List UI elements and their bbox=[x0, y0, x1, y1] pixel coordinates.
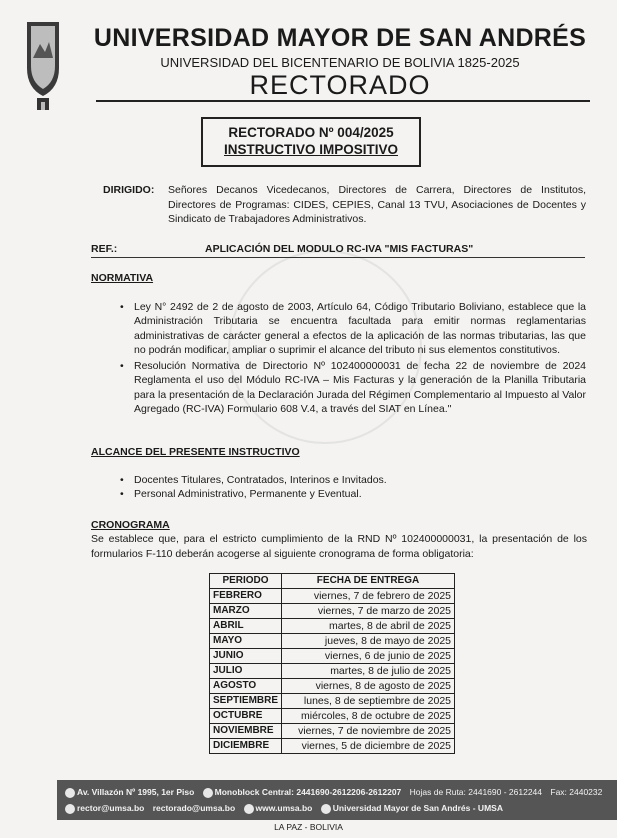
period-cell: OCTUBRE bbox=[210, 709, 282, 724]
date-cell: viernes, 8 de agosto de 2025 bbox=[282, 679, 455, 694]
normativa-item: • Ley N° 2492 de 2 de agosto de 2003, Artículo 64, Código Tributario Boliviano, establece que la Administración Tributaria se encuentra facultada para emitir normas reglamentarias administrativas de carácter general a efectos de la aplicación de las normas tributarias, las que no podrán modificar, ampliar o suprimir el alcance del tributo ni sus elementos constitutivos. bbox=[120, 300, 586, 357]
dirigido-label: DIRIGIDO: bbox=[103, 184, 155, 196]
facebook-icon bbox=[321, 804, 331, 814]
date-cell: miércoles, 8 de octubre de 2025 bbox=[282, 709, 455, 724]
table-row bbox=[210, 679, 455, 694]
period-cell: NOVIEMBRE bbox=[210, 724, 282, 739]
date-cell: martes, 8 de abril de 2025 bbox=[282, 619, 455, 634]
footer-hojas: Hojas de Ruta: 2441690 - 2612244 bbox=[409, 787, 542, 797]
date-cell: martes, 8 de julio de 2025 bbox=[282, 664, 455, 679]
footer-address: Av. Villazón Nº 1995, 1er Piso bbox=[77, 787, 195, 797]
date-cell: viernes, 6 de junio de 2025 bbox=[282, 649, 455, 664]
table-row bbox=[210, 724, 455, 739]
table-row bbox=[210, 604, 455, 619]
office-title: RECTORADO bbox=[249, 70, 431, 100]
table-row bbox=[210, 649, 455, 664]
table-row bbox=[210, 739, 455, 754]
date-cell: lunes, 8 de septiembre de 2025 bbox=[282, 694, 455, 709]
resolution-number: RECTORADO Nº 004/2025 bbox=[228, 125, 394, 140]
period-cell: JUNIO bbox=[210, 649, 282, 664]
cronograma-heading: CRONOGRAMA bbox=[91, 519, 170, 531]
schedule-table bbox=[209, 573, 455, 754]
ref-label: REF.: bbox=[91, 243, 118, 255]
date-cell: viernes, 7 de febrero de 2025 bbox=[282, 589, 455, 604]
ref-text: APLICACIÓN DEL MODULO RC-IVA "MIS FACTURAS" bbox=[205, 243, 474, 255]
institution-title: UNIVERSIDAD MAYOR DE SAN ANDRÉS bbox=[93, 24, 587, 52]
institution-subtitle: UNIVERSIDAD DEL BICENTENARIO DE BOLIVIA 1825-2025 bbox=[160, 55, 520, 70]
location-icon bbox=[65, 788, 75, 798]
footer-city: LA PAZ - BOLIVIA bbox=[274, 822, 343, 832]
footer-facebook[interactable]: Universidad Mayor de San Andrés - UMSA bbox=[332, 803, 503, 813]
footer-email1[interactable]: rector@umsa.bo bbox=[77, 803, 145, 813]
footer-central: Monoblock Central: 2441690-2612206-2612207 bbox=[214, 787, 402, 797]
university-crest-logo bbox=[22, 18, 64, 114]
period-cell: MAYO bbox=[210, 634, 282, 649]
period-cell: AGOSTO bbox=[210, 679, 282, 694]
period-cell: MARZO bbox=[210, 604, 282, 619]
table-row bbox=[210, 634, 455, 649]
date-cell: viernes, 5 de diciembre de 2025 bbox=[282, 739, 455, 754]
period-header: PERIODO bbox=[210, 574, 282, 589]
web-icon bbox=[244, 804, 254, 814]
period-cell: ABRIL bbox=[210, 619, 282, 634]
header-divider bbox=[96, 100, 590, 102]
alcance-item: • Docentes Titulares, Contratados, Interinos e Invitados. bbox=[120, 473, 586, 487]
alcance-list bbox=[120, 473, 586, 502]
normativa-item: • Resolución Normativa de Directorio Nº 102400000031 de fecha 22 de noviembre de 2024 Reglamenta el uso del Módulo RC-IVA – Mis Facturas y la generación de la Planilla Tributaria para la presentación de la Declaración Jurada del Régimen Complementario al Impuesto al Valor Agregado (RC-IVA) Formulario 608 V.4, a través del SIAT en Línea." bbox=[120, 359, 586, 416]
footer-web[interactable]: www.umsa.bo bbox=[255, 803, 313, 813]
cronograma-intro: Se establece que, para el estricto cumplimiento de la RND Nº 102400000031, la presentación de los formularios F-110 deberán acogerse al siguiente cronograma de forma obligatoria: bbox=[91, 533, 587, 560]
footer-contact-row bbox=[65, 787, 608, 798]
period-cell: FEBRERO bbox=[210, 589, 282, 604]
alcance-item: • Personal Administrativo, Permanente y Eventual. bbox=[120, 487, 586, 501]
normativa-list bbox=[120, 300, 586, 416]
table-header-row bbox=[210, 574, 455, 589]
resolution-box bbox=[201, 117, 421, 167]
dirigido-text: Señores Decanos Vicedecanos, Directores de Carrera, Directores de Institutos, Directores de Programas: CIDES, CEPIES, Canal 13 TVU, Asociaciones de Docentes y Sindicato de Trabajadores Administrativos. bbox=[168, 184, 586, 225]
footer-bar bbox=[57, 780, 617, 820]
alcance-heading: ALCANCE DEL PRESENTE INSTRUCTIVO bbox=[91, 446, 300, 458]
date-header: FECHA DE ENTREGA bbox=[282, 574, 455, 589]
table-row bbox=[210, 619, 455, 634]
date-cell: jueves, 8 de mayo de 2025 bbox=[282, 634, 455, 649]
period-cell: JULIO bbox=[210, 664, 282, 679]
period-cell: SEPTIEMBRE bbox=[210, 694, 282, 709]
resolution-title: INSTRUCTIVO IMPOSITIVO bbox=[223, 142, 398, 157]
table-row bbox=[210, 709, 455, 724]
table-row bbox=[210, 694, 455, 709]
email-icon bbox=[65, 804, 75, 814]
table-row bbox=[210, 664, 455, 679]
table-row bbox=[210, 589, 455, 604]
ref-divider bbox=[91, 257, 585, 258]
footer-fax: Fax: 2440232 bbox=[550, 787, 603, 797]
period-cell: DICIEMBRE bbox=[210, 739, 282, 754]
phone-icon bbox=[203, 788, 213, 798]
footer-email2[interactable]: rectorado@umsa.bo bbox=[152, 803, 236, 813]
date-cell: viernes, 7 de noviembre de 2025 bbox=[282, 724, 455, 739]
footer-links-row bbox=[65, 803, 509, 814]
date-cell: viernes, 7 de marzo de 2025 bbox=[282, 604, 455, 619]
normativa-heading: NORMATIVA bbox=[91, 272, 154, 284]
